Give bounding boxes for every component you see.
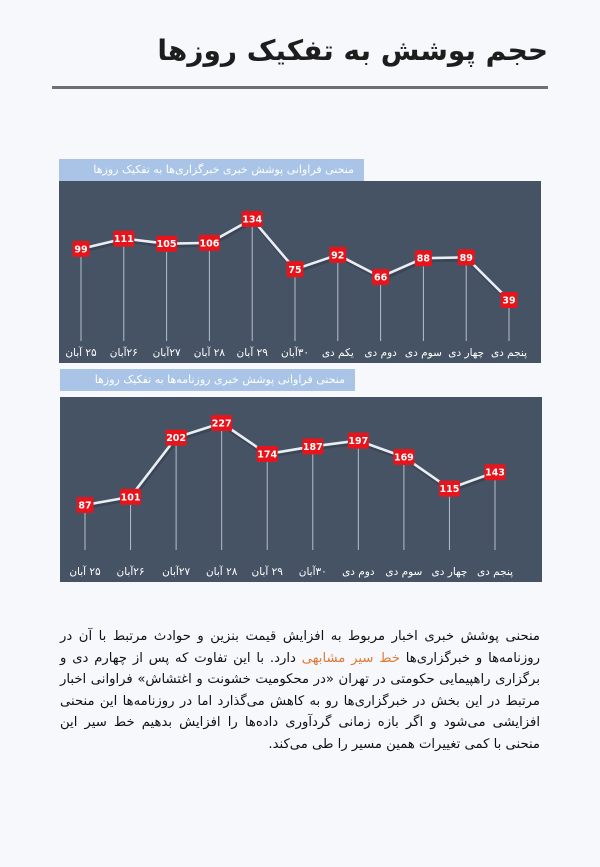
x-tick-label: ۲۹ آبان bbox=[251, 566, 283, 578]
data-label: 143 bbox=[485, 467, 505, 479]
data-label: 169 bbox=[393, 452, 414, 464]
x-tick-label: سوم دی bbox=[385, 566, 423, 578]
title-divider bbox=[52, 86, 548, 89]
series-line-shadow bbox=[86, 425, 496, 507]
x-tick-label: دوم دی bbox=[364, 347, 397, 359]
x-tick-label: ۲۷آبان bbox=[152, 347, 181, 359]
data-label: 101 bbox=[120, 492, 141, 504]
x-tick-label: ۲۵ آبان bbox=[65, 347, 97, 359]
analysis-paragraph bbox=[60, 626, 540, 755]
x-tick-label: ۲۷آبان bbox=[162, 566, 191, 578]
paragraph-highlight: خط سیر مشابهی bbox=[301, 650, 400, 666]
data-label: 202 bbox=[166, 433, 187, 445]
data-label: 89 bbox=[459, 252, 473, 264]
chart-1-news-agencies bbox=[59, 181, 541, 363]
x-tick-label: ۲۸ آبان bbox=[205, 566, 238, 578]
data-label: 105 bbox=[156, 239, 177, 251]
x-tick-label: پنجم دی bbox=[476, 566, 514, 578]
paragraph-text-1: منحنی پوشش خبری اخبار مربوط به افزایش قیمت بنزین و حوادث مرتبط با آن در روزنامه‌ها و خبرگزاری‌ها bbox=[60, 629, 540, 666]
data-label: 227 bbox=[211, 418, 232, 430]
data-label: 87 bbox=[78, 500, 92, 512]
data-label: 197 bbox=[348, 436, 369, 448]
page-title: حجم پوشش به تفکیک روزها bbox=[157, 34, 548, 67]
x-tick-label: ۲۸ آبان bbox=[193, 347, 226, 359]
data-label: 187 bbox=[302, 441, 323, 453]
paragraph-text-2: دارد. با این تفاوت که پس از چهارم دی و برگزاری راهپیمایی حکومتی در تهران «در محکومیت خشونت و اغتشاش» فراوانی اخبار مرتبط در این بخش در خبرگزاری‌ها رو به کاهش می‌گذارد اما در روزنامه‌ها این منحنی افزایشی می‌شود و اگر بازه زمانی گردآوری داده‌ها را افزایش بدهیم خط سیر این منحنی با کمی تغییرات همین مسیر را طی می‌کند. bbox=[60, 650, 540, 752]
data-label: 99 bbox=[74, 244, 88, 256]
data-label: 115 bbox=[439, 484, 460, 496]
series-line bbox=[85, 423, 495, 505]
data-label: 39 bbox=[502, 295, 516, 307]
x-tick-label: یکم دی bbox=[321, 347, 354, 359]
x-tick-label: ۲۶آبان bbox=[109, 347, 138, 359]
chart-2-newspapers bbox=[60, 397, 542, 582]
data-label: 174 bbox=[257, 449, 278, 461]
data-label: 106 bbox=[199, 238, 220, 250]
x-tick-label: چهار دی bbox=[431, 566, 468, 578]
x-tick-label: ۲۹ آبان bbox=[236, 347, 268, 359]
chart-2-title: منحنی فراوانی پوشش خبری روزنامه‌ها به تفکیک روزها bbox=[60, 369, 355, 391]
x-tick-label: پنجم دی bbox=[490, 347, 528, 359]
data-label: 75 bbox=[288, 264, 302, 276]
data-label: 66 bbox=[373, 272, 388, 284]
x-tick-label: ۲۶آبان bbox=[116, 566, 145, 578]
x-tick-label: سوم دی bbox=[404, 347, 442, 359]
x-tick-label: چهار دی bbox=[448, 347, 485, 359]
chart-2-plot bbox=[60, 397, 542, 582]
x-tick-label: ۳۰آبان bbox=[280, 347, 310, 359]
x-tick-label: دوم دی bbox=[342, 566, 375, 578]
data-label: 88 bbox=[416, 253, 431, 265]
x-tick-label: ۲۵ آبان bbox=[69, 566, 101, 578]
data-label: 92 bbox=[331, 250, 345, 262]
data-label: 134 bbox=[242, 214, 263, 226]
chart-1-plot bbox=[59, 181, 541, 363]
data-label: 111 bbox=[113, 234, 134, 246]
chart-1-title: منحنی فراوانی پوشش خبری خبرگزاری‌ها به تفکیک روزها bbox=[59, 159, 364, 181]
x-tick-label: ۳۰آبان bbox=[298, 566, 327, 578]
